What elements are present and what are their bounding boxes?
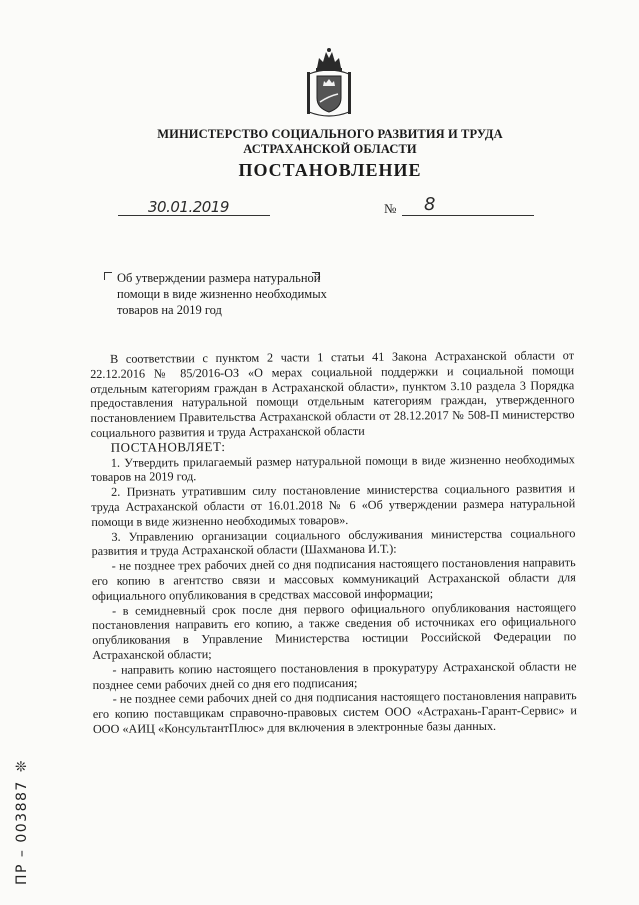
document-subject: Об утверждении размера натуральной помощи в виде жизненно необходимых товаров на 2019 год — [117, 271, 327, 317]
document-type-title: ПОСТАНОВЛЕНИЕ — [238, 160, 422, 180]
body-paragraph: - в семидневный срок после дня первого официального опубликования настоящего постановления направить его копию, а также сведения об источниках его официального опубликования в Управление Министерства юстиции Российской Федерации по Астраханской области; — [92, 599, 577, 662]
number-field — [384, 194, 534, 218]
handwritten-date: 30.01.2019 — [148, 198, 229, 216]
ministry-name — [150, 127, 510, 157]
registration-stamp — [14, 759, 30, 885]
ministry-line-1: МИНИСТЕРСТВО СОЦИАЛЬНОГО РАЗВИТИЯ И ТРУДА — [157, 127, 503, 141]
body-paragraph: - не позднее трех рабочих дней со дня подписания настоящего постановления направить его копию в агентство связи и массовых коммуникаций Астраханской области для официального опубликования в средствах массовой информации; — [91, 555, 576, 603]
body-paragraph: 3. Управлению организации социального обслуживания министерства социального развития и труда Астраханской области (Шахманова И.Т.): — [91, 525, 576, 559]
subject-corner-left — [104, 272, 112, 280]
body-paragraph: 2. Признать утратившим силу постановление министерства социального развития и труда Астраханской области от 16.01.2018 № 6 «Об утверждении размера натуральной помощи в виде жизненно необходимых товаров». — [91, 481, 576, 529]
coat-of-arms-icon — [303, 46, 355, 122]
body-paragraph: - направить копию настоящего постановления в прокуратуру Астраханской области не позднее семи рабочих дней со дня его подписания; — [92, 658, 577, 692]
preamble-paragraph: В соответствии с пунктом 2 части 1 статьи 41 Закона Астраханской области от 22.12.2016 № 85/2016-ОЗ «О мерах социальной поддержки и социальной помощи отдельным категориям граждан в Астраханской области», пунктом 3.10 раздела 3 Порядка предоставления натуральной помощи отдельным категориям граждан, утвержденного постановлением Правительства Астраханской области от 28.12.2017 № 508-П министерство социального развития и труда Астраханской области — [90, 348, 575, 440]
body-paragraph: 1. Утвердить прилагаемый размер натуральной помощи в виде жизненно необходимых товаров на 2019 год. — [90, 451, 575, 485]
registration-number: ПР – 003887 — [14, 780, 30, 885]
handwritten-number: 8 — [424, 194, 436, 215]
stamp-star-icon: ❊ — [14, 758, 30, 773]
number-underline — [402, 215, 534, 216]
ministry-line-2: АСТРАХАНСКОЙ ОБЛАСТИ — [243, 142, 417, 156]
number-label: № — [384, 201, 397, 216]
document-body — [90, 348, 577, 737]
body-paragraph: - не позднее семи рабочих дней со дня подписания настоящего постановления направить его копию поставщикам справочно-правовых систем ООО «Астрахань-Гарант-Сервис» и ООО «АИЦ «КонсультантПлюс» для включения в электронные базы данных. — [92, 688, 577, 736]
resolve-heading: ПОСТАНОВЛЯЕТ: — [110, 438, 226, 455]
date-underline — [118, 215, 270, 216]
date-field — [118, 198, 270, 218]
